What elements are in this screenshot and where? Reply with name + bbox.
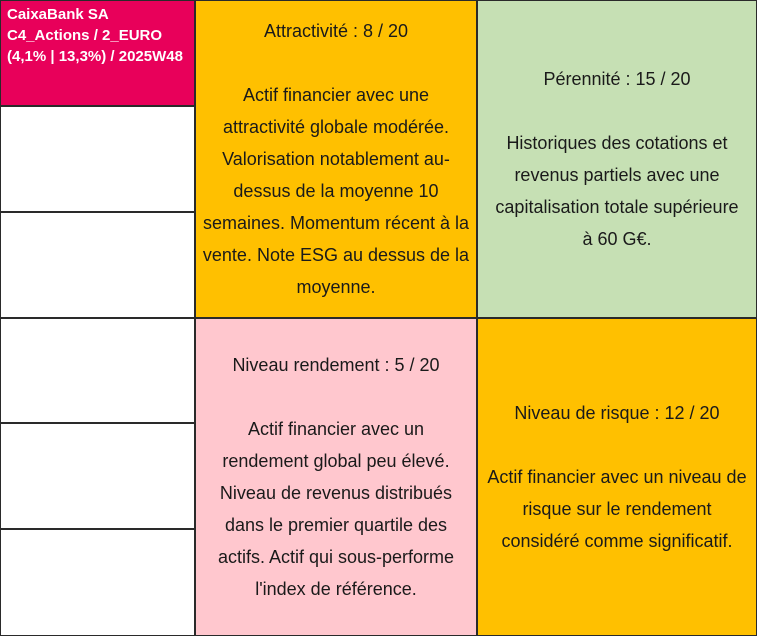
perennite-title: Pérennité : 15 / 20 [543, 69, 691, 89]
rendement-content [196, 319, 476, 635]
empty-cell-5 [0, 529, 195, 636]
rendement-panel [195, 318, 477, 636]
asset-header-cell [0, 0, 195, 106]
rendement-body: Actif financier avec un rendement global peu élevé. Niveau de revenus distribués dans le premier quartile des actifs. Actif qui sous-performe l'index de référence. [217, 419, 455, 599]
asset-category: C4_Actions / 2_EURO [7, 27, 163, 44]
risque-title: Niveau de risque : 12 / 20 [514, 403, 720, 423]
risque-panel [477, 318, 757, 636]
attractivite-panel [195, 0, 477, 318]
attractivite-title: Attractivité : 8 / 20 [263, 21, 409, 41]
risque-body: Actif financier avec un niveau de risque sur le rendement considéré comme significatif. [487, 467, 747, 551]
attractivite-body: Actif financier avec une attractivité globale modérée. Valorisation notablement au-dessus de la moyenne 10 semaines. Momentum récent à la vente. Note ESG au dessus de la moyenne. [202, 85, 470, 297]
empty-cell-1 [0, 106, 195, 212]
empty-cell-4 [0, 423, 195, 529]
rendement-title: Niveau rendement : 5 / 20 [232, 355, 440, 375]
perennite-content [478, 1, 756, 317]
asset-header [1, 1, 194, 70]
empty-cell-2 [0, 212, 195, 318]
asset-name: CaixaBank SA [7, 6, 109, 23]
empty-cell-3 [0, 318, 195, 423]
risque-content [478, 319, 756, 635]
perennite-body: Historiques des cotations et revenus partiels avec une capitalisation totale supérieure à 60 G€. [495, 133, 739, 249]
attractivite-content [196, 1, 476, 317]
perennite-panel [477, 0, 757, 318]
asset-stats: (4,1% | 13,3%) / 2025W48 [7, 48, 183, 65]
